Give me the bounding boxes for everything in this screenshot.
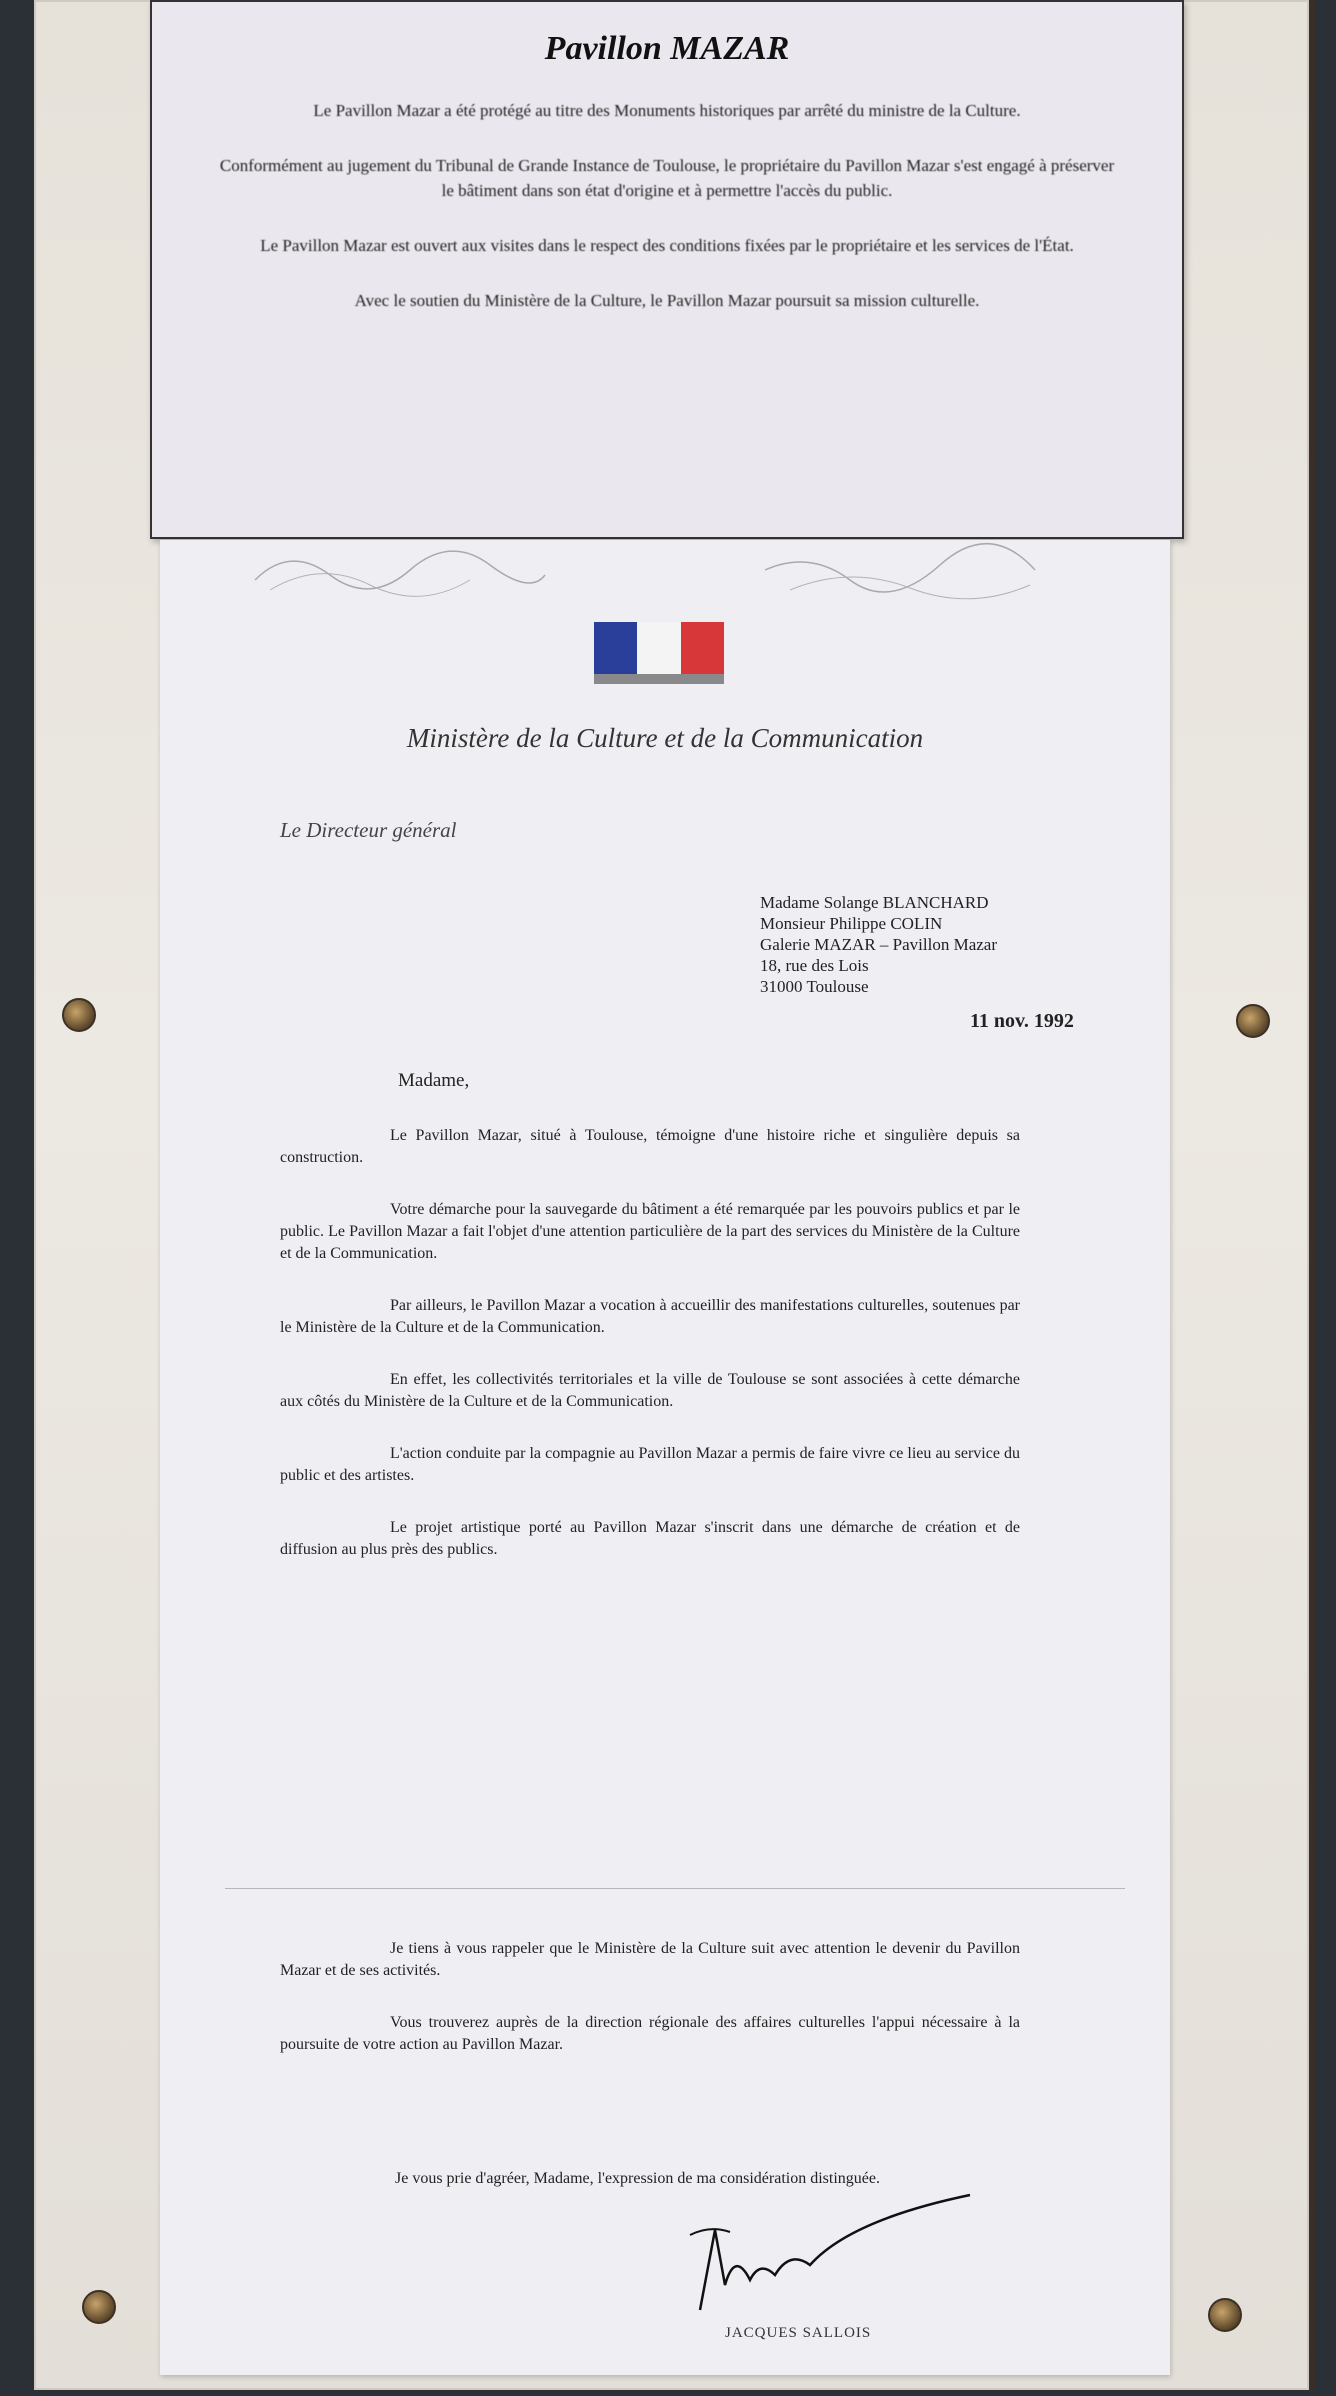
letter-paragraph: Le projet artistique porté au Pavillon Mazar s'inscrit dans une démarche de création et de diffusion au plus près des publics.: [280, 1519, 1020, 1558]
letter-body-continued: [280, 1938, 1020, 2086]
letter-paragraph: Par ailleurs, le Pavillon Mazar a vocation à accueillir des manifestations culturelles, soutenues par le Ministère de la Culture et de la Communication.: [280, 1297, 1020, 1336]
letter-date: 11 nov. 1992: [970, 1010, 1074, 1032]
notice-paragraph: Conformément au jugement du Tribunal de Grande Instance de Toulouse, le propriétaire du Pavillon Mazar s'est engagé à préserver le bâtiment dans son état d'origine et à permettre l'accès du public.: [219, 156, 1115, 200]
logo-caption-bar: [594, 674, 724, 684]
letter-paragraph: Votre démarche pour la sauvegarde du bâtiment a été remarquée par les pouvoirs publics et par le public. Le Pavillon Mazar a fait l'objet d'une attention particulière de la part des services du Ministère de la Culture et de la Communication.: [280, 1201, 1020, 1262]
pin-right-middle: [1236, 1004, 1270, 1038]
page-divider: [225, 1888, 1125, 1889]
pin-left-middle: [62, 998, 96, 1032]
address-line: Madame Solange BLANCHARD: [760, 893, 989, 912]
notice-paragraph: Le Pavillon Mazar est ouvert aux visites dans le respect des conditions fixées par le propriétaire et les services de l'État.: [260, 236, 1074, 255]
letter-paragraph: En effet, les collectivités territoriales et la ville de Toulouse se sont associées à cette démarche aux côtés du Ministère de la Culture et de la Communication.: [280, 1371, 1020, 1410]
ministry-header: Ministère de la Culture et de la Communication: [406, 723, 924, 753]
handwriting-scribble: [760, 540, 1040, 600]
notice-paragraph: Le Pavillon Mazar a été protégé au titre des Monuments historiques par arrêté du ministre de la Culture.: [313, 101, 1021, 120]
address-line: 31000 Toulouse: [760, 977, 869, 996]
marianne-logo: [594, 622, 724, 674]
closing-formula: Je vous prie d'agréer, Madame, l'expression de ma considération distinguée.: [395, 2170, 880, 2187]
pin-right-bottom: [1208, 2298, 1242, 2332]
letter-paragraph: L'action conduite par la compagnie au Pavillon Mazar a permis de faire vivre ce lieu au service du public et des artistes.: [280, 1445, 1020, 1484]
address-line: 18, rue des Lois: [760, 956, 869, 975]
signer-name: JACQUES SALLOIS: [725, 2325, 872, 2341]
address-line: Galerie MAZAR – Pavillon Mazar: [760, 935, 997, 954]
letter-paragraph: Je tiens à vous rappeler que le Ministère de la Culture suit avec attention le devenir du Pavillon Mazar et de ses activités.: [280, 1940, 1020, 1979]
notice-title: Pavillon MAZAR: [544, 30, 790, 67]
sender-title: Le Directeur général: [280, 818, 457, 842]
ministry-letter: [160, 540, 1170, 2375]
salutation: Madame,: [398, 1070, 470, 1091]
letter-paragraph: Vous trouverez auprès de la direction régionale des affaires culturelles l'appui nécessaire à la poursuite de votre action au Pavillon Mazar.: [280, 2014, 1020, 2053]
handwriting-scribble: [250, 540, 550, 600]
notice-paragraph: Avec le soutien du Ministère de la Culture, le Pavillon Mazar poursuit sa mission culturelle.: [354, 291, 980, 310]
recipient-address: [760, 892, 1080, 997]
address-line: Monsieur Philippe COLIN: [760, 914, 943, 933]
letter-body: [280, 1125, 1020, 1591]
pavillon-notice: [150, 0, 1184, 539]
signature: [680, 2190, 980, 2330]
pin-left-bottom: [82, 2290, 116, 2324]
letter-paragraph: Le Pavillon Mazar, situé à Toulouse, témoigne d'une histoire riche et singulière depuis sa construction.: [280, 1127, 1020, 1166]
